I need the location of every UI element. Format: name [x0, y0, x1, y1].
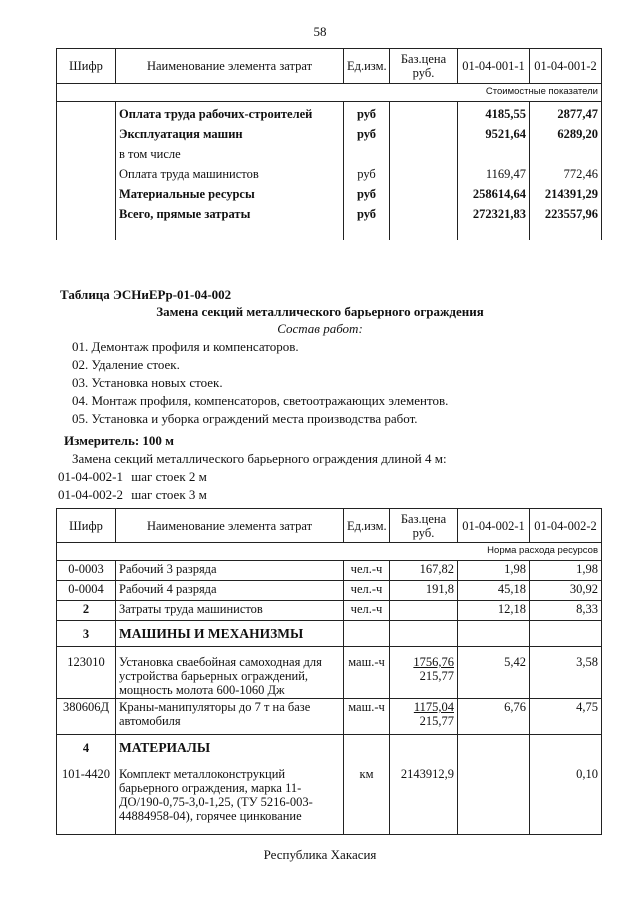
table-title: Таблица ЭСНиЕРр-01-04-002: [60, 287, 232, 302]
table-subtitle: Замена секций металлического барьерного ограждения: [156, 304, 484, 319]
table-row: [57, 601, 602, 621]
table-row: [57, 699, 602, 735]
row-price: 1175,04: [413, 700, 454, 714]
row-value: 4,75: [530, 699, 602, 735]
row-value: 1169,47: [485, 167, 526, 181]
row-value: 1,98: [530, 561, 602, 581]
row-name: Рабочий 4 разряда: [116, 581, 344, 601]
resource-table: [56, 508, 602, 835]
header-col1: 01-04-001-1: [458, 49, 530, 84]
row-label: Материальные ресурсы: [119, 187, 255, 201]
row-value: 0,10: [530, 761, 602, 835]
header-col2: 01-04-001-2: [530, 49, 602, 84]
row-unit: руб: [356, 187, 377, 201]
measure-unit: Измеритель: 100 м: [64, 433, 175, 448]
header-name: Наименование элемента затрат: [116, 49, 344, 84]
header-unit: Ед.изм.: [344, 49, 390, 84]
header-name: Наименование элемента затрат: [116, 509, 344, 543]
row-code: 0-0003: [57, 561, 116, 581]
variant-line: [58, 487, 207, 503]
section-code: 3: [57, 621, 116, 647]
row-price: 191,8: [390, 581, 458, 601]
row-label: Всего, прямые затраты: [119, 207, 251, 221]
header-code: Шифр: [57, 49, 116, 84]
row-label: в том числе: [119, 147, 181, 161]
variant-text: шаг стоек 2 м: [131, 469, 207, 484]
row-unit: [347, 147, 386, 167]
row-code: 2: [57, 601, 116, 621]
page-number: 58: [313, 24, 327, 39]
row-value: 1,98: [458, 561, 530, 581]
row-value: [533, 147, 598, 167]
row-code: 123010: [57, 647, 116, 699]
row-price-secondary: 215,77: [419, 669, 454, 683]
row-label: Оплата труда машинистов: [119, 167, 259, 181]
row-value: 2877,47: [557, 107, 598, 121]
row-price: 167,82: [390, 561, 458, 581]
row-value: 12,18: [458, 601, 530, 621]
row-value: 223557,96: [544, 207, 598, 221]
row-unit: руб: [356, 127, 377, 141]
row-value: 45,18: [458, 581, 530, 601]
row-name: Краны-манипуляторы до 7 т на базе автомобиля: [116, 699, 344, 735]
operation-item: 05. Установка и уборка ограждений места производства работ.: [72, 411, 418, 426]
row-price-secondary: 215,77: [419, 714, 454, 728]
row-unit: чел.-ч: [344, 561, 390, 581]
row-unit: руб: [356, 107, 377, 121]
row-value: 6289,20: [557, 127, 598, 141]
row-unit: чел.-ч: [344, 601, 390, 621]
row-name: Комплект металлоконструкций барьерного ограждения, марка 11-ДО/190-0,75-3,0-1,25, (ТУ 5216-003-44884958-04), горячее цинкование: [116, 761, 344, 835]
table-row: [57, 561, 602, 581]
operation-item: 03. Установка новых стоек.: [72, 375, 223, 390]
table-row: [57, 581, 602, 601]
table-row: [57, 761, 602, 835]
section-title: МАТЕРИАЛЫ: [116, 735, 344, 761]
row-value: 30,92: [530, 581, 602, 601]
row-unit: руб: [356, 207, 377, 221]
row-name: Установка сваебойная самоходная для устройства барьерных ограждений, мощность молота 600-1060 Дж: [116, 647, 344, 699]
section-row: [57, 621, 602, 647]
row-code: 101-4420: [57, 761, 116, 835]
row-code: 380606Д: [57, 699, 116, 735]
operation-item: 01. Демонтаж профиля и компенсаторов.: [72, 339, 299, 354]
section-title: МАШИНЫ И МЕХАНИЗМЫ: [116, 621, 344, 647]
table-subheader: Норма расхода ресурсов: [57, 543, 602, 561]
variant-code: 01-04-002-1: [58, 469, 123, 484]
section-row: [57, 735, 602, 761]
row-unit: маш.-ч: [344, 647, 390, 699]
replacement-text: Замена секций металлического барьерного ограждения длиной 4 м:: [72, 451, 447, 466]
operation-item: 04. Монтаж профиля, компенсаторов, светоотражающих элементов.: [72, 393, 449, 408]
header-col2: 01-04-002-2: [530, 509, 602, 543]
row-price: 1756,76: [413, 655, 454, 669]
variant-code: 01-04-002-2: [58, 487, 123, 502]
row-price: 2143912,9: [390, 761, 458, 835]
header-unit: Ед.изм.: [344, 509, 390, 543]
variant-line: [58, 469, 207, 485]
row-name: Рабочий 3 разряда: [116, 561, 344, 581]
table-subheader: Стоимостные показатели: [57, 84, 602, 102]
row-value: 214391,29: [544, 187, 598, 201]
row-value: 258614,64: [472, 187, 526, 201]
composition-title: Состав работ:: [277, 321, 363, 336]
header-base-price: Баз.цена руб.: [390, 49, 458, 84]
footer-region: Республика Хакасия: [263, 847, 377, 862]
row-label: Эксплуатация машин: [119, 127, 243, 141]
variant-text: шаг стоек 3 м: [131, 487, 207, 502]
section-code: 4: [57, 735, 116, 761]
row-value: [458, 761, 530, 835]
table-row: [57, 647, 602, 699]
row-value: 8,33: [530, 601, 602, 621]
row-name: Затраты труда машинистов: [116, 601, 344, 621]
operation-item: 02. Удаление стоек.: [72, 357, 180, 372]
row-value: 3,58: [530, 647, 602, 699]
row-value: 9521,64: [485, 127, 526, 141]
row-label: Оплата труда рабочих-строителей: [119, 107, 313, 121]
cost-table: [56, 48, 602, 240]
row-value: 6,76: [458, 699, 530, 735]
row-value: 4185,55: [485, 107, 526, 121]
row-unit: руб: [357, 167, 376, 181]
row-value: 272321,83: [472, 207, 526, 221]
header-base-price: Баз.цена руб.: [390, 509, 458, 543]
row-unit: км: [344, 761, 390, 835]
row-value: [461, 147, 526, 167]
row-unit: чел.-ч: [344, 581, 390, 601]
header-col1: 01-04-002-1: [458, 509, 530, 543]
row-code: 0-0004: [57, 581, 116, 601]
row-price: [390, 601, 458, 621]
row-value: 5,42: [458, 647, 530, 699]
row-value: 772,46: [563, 167, 598, 181]
header-code: Шифр: [57, 509, 116, 543]
row-unit: маш.-ч: [344, 699, 390, 735]
